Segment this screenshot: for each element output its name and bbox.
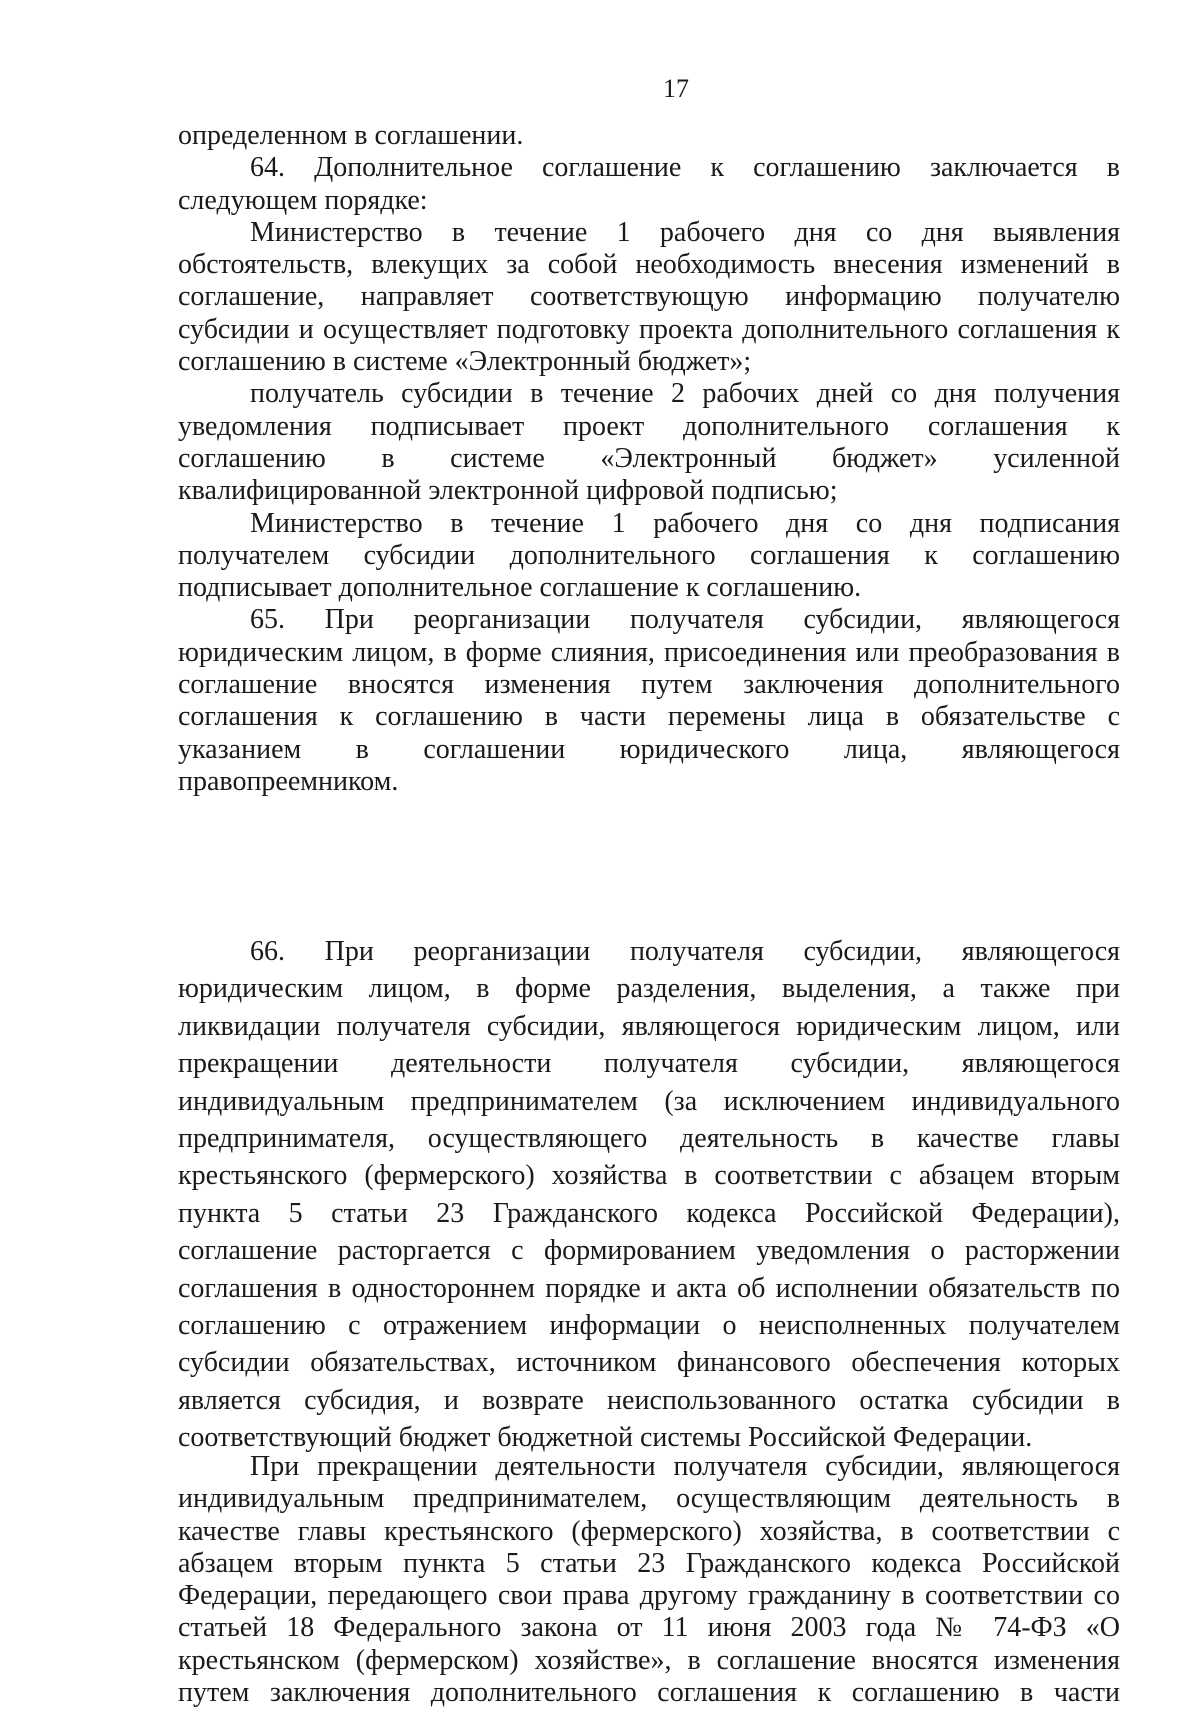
- text-line: Министерство в течение 1 рабочего дня со дня подписания: [250, 507, 1120, 539]
- text-line: абзацем вторым пункта 5 статьи 23 Гражданского кодекса Российской: [178, 1547, 1120, 1579]
- text-line: соглашение расторгается с формированием уведомления о расторжении: [178, 1235, 1120, 1267]
- text-line: получатель субсидии в течение 2 рабочих дней со дня получения: [250, 378, 1120, 410]
- text-line: является субсидия, и возврате неиспользованного остатка субсидии в: [178, 1384, 1120, 1416]
- text-line: правопреемником.: [178, 765, 399, 797]
- text-line: крестьянском (фермерском) хозяйстве», в соглашение вносятся изменения: [178, 1644, 1120, 1676]
- text-line: субсидии и осуществляет подготовку проекта дополнительного соглашения к: [178, 313, 1120, 345]
- text-block-2: [178, 933, 1120, 1456]
- text-line: соглашению с отражением информации о неисполненных получателем: [178, 1309, 1120, 1341]
- text-line: Федерации, передающего свои права другому гражданину в соответствии со: [178, 1580, 1120, 1612]
- text-line: 66. При реорганизации получателя субсидии, являющегося: [250, 936, 1120, 967]
- text-line: Министерство в течение 1 рабочего дня со дня выявления: [250, 216, 1120, 248]
- text-line: юридическим лицом, в форме разделения, выделения, а также при: [178, 973, 1120, 1005]
- text-line: получателем субсидии дополнительного соглашения к соглашению: [178, 539, 1120, 571]
- text-line: пункта 5 статьи 23 Гражданского кодекса Российской Федерации),: [178, 1197, 1120, 1229]
- text-line: ликвидации получателя субсидии, являющегося юридическим лицом, или: [178, 1010, 1120, 1042]
- text-line: подписывает дополнительное соглашение к соглашению.: [178, 572, 862, 604]
- text-line: путем заключения дополнительного соглашения к соглашению в части: [178, 1677, 1120, 1709]
- text-line: качестве главы крестьянского (фермерского) хозяйства, в соответствии с: [178, 1515, 1120, 1547]
- text-line: прекращении деятельности получателя субсидии, являющегося: [178, 1048, 1120, 1080]
- text-line: квалифицированной электронной цифровой подписью;: [178, 475, 838, 507]
- text-line: 64. Дополнительное соглашение к соглашению заключается в: [250, 152, 1120, 184]
- text-line: указанием в соглашении юридического лица, являющегося: [178, 733, 1120, 765]
- text-line: При прекращении деятельности получателя субсидии, являющегося: [250, 1451, 1120, 1482]
- text-line: индивидуальным предпринимателем (за исключением индивидуального: [178, 1085, 1120, 1117]
- text-line: предпринимателя, осуществляющего деятельность в качестве главы: [178, 1122, 1120, 1154]
- text-line: крестьянского (фермерского) хозяйства в соответствии с абзацем вторым: [178, 1160, 1120, 1192]
- text-line: индивидуальным предпринимателем, осуществляющим деятельность в: [178, 1483, 1120, 1515]
- text-line: уведомления подписывает проект дополнительного соглашения к: [178, 410, 1120, 442]
- text-line: соглашению в системе «Электронный бюджет» усиленной: [178, 442, 1120, 474]
- text-line: соглашение вносятся изменения путем заключения дополнительного: [178, 669, 1120, 701]
- text-line: следующем порядке:: [178, 184, 428, 216]
- page-number: 17: [663, 74, 689, 103]
- text-line: статьей 18 Федерального закона от 11 июня 2003 года № 74-ФЗ «О: [178, 1612, 1120, 1644]
- text-line: соответствующий бюджет бюджетной системы Российской Федерации.: [178, 1422, 1033, 1454]
- text-line: соглашения к соглашению в части перемены лица в обязательстве с: [178, 701, 1120, 733]
- text-line: соглашения в одностороннем порядке и акта об исполнении обязательств по: [178, 1272, 1120, 1304]
- text-line: юридическим лицом, в форме слияния, присоединения или преобразования в: [178, 636, 1120, 668]
- text-line: субсидии обязательствах, источником финансового обеспечения которых: [178, 1347, 1120, 1379]
- text-block-1: [178, 120, 1120, 798]
- text-line: 65. При реорганизации получателя субсидии, являющегося: [250, 604, 1120, 636]
- text-line: обстоятельств, влекущих за собой необходимость внесения изменений в: [178, 249, 1120, 281]
- text-line: соглашению в системе «Электронный бюджет»;: [178, 346, 752, 378]
- text-block-3: [178, 1451, 1120, 1709]
- text-line: определенном в соглашении.: [178, 120, 524, 151]
- document-body: [178, 120, 1120, 1709]
- text-line: соглашение, направляет соответствующую информацию получателю: [178, 281, 1120, 313]
